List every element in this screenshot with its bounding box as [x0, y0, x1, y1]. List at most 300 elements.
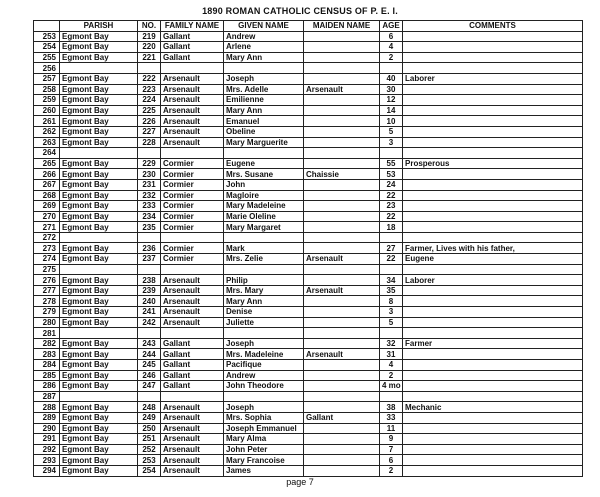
- census-table: [33, 20, 583, 477]
- table-row: [34, 190, 583, 201]
- cell-no: 250: [138, 423, 161, 434]
- table-row: [34, 402, 583, 413]
- table-row: [34, 412, 583, 423]
- cell-parish: Egmont Bay: [60, 338, 138, 349]
- cell-row-number: 292: [34, 444, 60, 455]
- table-row: [34, 296, 583, 307]
- cell-row-number: 274: [34, 254, 60, 265]
- cell-age: [380, 264, 403, 275]
- cell-row-number: 272: [34, 232, 60, 243]
- cell-family-name: Arsenault: [161, 73, 224, 84]
- cell-given-name: John Peter: [224, 444, 304, 455]
- cell-maiden-name: [304, 328, 380, 339]
- cell-row-number: 288: [34, 402, 60, 413]
- cell-family-name: Arsenault: [161, 434, 224, 445]
- table-row: [34, 126, 583, 137]
- cell-comments: [403, 84, 583, 95]
- cell-row-number: 290: [34, 423, 60, 434]
- table-row: [34, 307, 583, 318]
- header-no: NO.: [138, 21, 161, 32]
- cell-no: 220: [138, 42, 161, 53]
- table-row: [34, 148, 583, 159]
- cell-no: [138, 391, 161, 402]
- cell-comments: [403, 465, 583, 476]
- cell-parish: Egmont Bay: [60, 95, 138, 106]
- cell-row-number: 258: [34, 84, 60, 95]
- cell-maiden-name: [304, 95, 380, 106]
- cell-given-name: Denise: [224, 307, 304, 318]
- cell-no: 238: [138, 275, 161, 286]
- cell-row-number: 265: [34, 158, 60, 169]
- cell-age: [380, 391, 403, 402]
- cell-parish: Egmont Bay: [60, 105, 138, 116]
- cell-no: 239: [138, 285, 161, 296]
- cell-maiden-name: [304, 190, 380, 201]
- cell-row-number: 289: [34, 412, 60, 423]
- cell-age: 6: [380, 31, 403, 42]
- cell-comments: [403, 370, 583, 381]
- cell-maiden-name: [304, 31, 380, 42]
- cell-comments: [403, 42, 583, 53]
- cell-maiden-name: [304, 307, 380, 318]
- cell-given-name: Mary Alma: [224, 434, 304, 445]
- cell-comments: [403, 381, 583, 392]
- cell-comments: Laborer: [403, 275, 583, 286]
- cell-given-name: Mark: [224, 243, 304, 254]
- cell-age: 9: [380, 434, 403, 445]
- cell-maiden-name: [304, 296, 380, 307]
- cell-no: 224: [138, 95, 161, 106]
- cell-age: 14: [380, 105, 403, 116]
- cell-row-number: 275: [34, 264, 60, 275]
- cell-row-number: 264: [34, 148, 60, 159]
- cell-maiden-name: [304, 360, 380, 371]
- header-maiden-name: MAIDEN NAME: [304, 21, 380, 32]
- cell-parish: [60, 391, 138, 402]
- table-row: [34, 179, 583, 190]
- table-row: [34, 465, 583, 476]
- cell-no: 219: [138, 31, 161, 42]
- cell-comments: [403, 455, 583, 466]
- cell-maiden-name: [304, 126, 380, 137]
- cell-age: 40: [380, 73, 403, 84]
- cell-comments: [403, 95, 583, 106]
- cell-family-name: Arsenault: [161, 412, 224, 423]
- cell-family-name: Cormier: [161, 243, 224, 254]
- table-row: [34, 264, 583, 275]
- cell-parish: Egmont Bay: [60, 275, 138, 286]
- cell-comments: [403, 52, 583, 63]
- cell-given-name: Eugene: [224, 158, 304, 169]
- cell-age: 8: [380, 296, 403, 307]
- cell-maiden-name: [304, 370, 380, 381]
- cell-parish: Egmont Bay: [60, 444, 138, 455]
- cell-family-name: Cormier: [161, 190, 224, 201]
- cell-maiden-name: [304, 381, 380, 392]
- cell-age: 2: [380, 465, 403, 476]
- cell-age: 3: [380, 307, 403, 318]
- cell-family-name: Gallant: [161, 338, 224, 349]
- cell-maiden-name: [304, 455, 380, 466]
- header-family-name: FAMILY NAME: [161, 21, 224, 32]
- cell-parish: Egmont Bay: [60, 222, 138, 233]
- header-row: [34, 21, 583, 32]
- cell-parish: Egmont Bay: [60, 434, 138, 445]
- cell-comments: [403, 349, 583, 360]
- cell-parish: Egmont Bay: [60, 158, 138, 169]
- table-row: [34, 285, 583, 296]
- cell-comments: Farmer: [403, 338, 583, 349]
- cell-family-name: Gallant: [161, 31, 224, 42]
- cell-maiden-name: [304, 444, 380, 455]
- table-row: [34, 317, 583, 328]
- cell-row-number: 259: [34, 95, 60, 106]
- cell-maiden-name: [304, 243, 380, 254]
- cell-maiden-name: [304, 264, 380, 275]
- cell-no: 248: [138, 402, 161, 413]
- cell-age: 10: [380, 116, 403, 127]
- table-row: [34, 338, 583, 349]
- cell-row-number: 256: [34, 63, 60, 74]
- table-row: [34, 423, 583, 434]
- cell-given-name: Mrs. Madeleine: [224, 349, 304, 360]
- cell-parish: [60, 232, 138, 243]
- cell-comments: [403, 423, 583, 434]
- table-row: [34, 42, 583, 53]
- cell-no: 230: [138, 169, 161, 180]
- table-row: [34, 370, 583, 381]
- cell-family-name: Arsenault: [161, 105, 224, 116]
- cell-age: 11: [380, 423, 403, 434]
- cell-maiden-name: Chaissie: [304, 169, 380, 180]
- cell-maiden-name: [304, 63, 380, 74]
- cell-parish: Egmont Bay: [60, 84, 138, 95]
- cell-given-name: Joseph Emmanuel: [224, 423, 304, 434]
- cell-parish: Egmont Bay: [60, 307, 138, 318]
- cell-age: 22: [380, 211, 403, 222]
- cell-comments: [403, 434, 583, 445]
- cell-comments: [403, 285, 583, 296]
- cell-no: 223: [138, 84, 161, 95]
- cell-given-name: Mrs. Zelie: [224, 254, 304, 265]
- table-row: [34, 455, 583, 466]
- cell-comments: [403, 222, 583, 233]
- cell-family-name: Cormier: [161, 211, 224, 222]
- cell-parish: Egmont Bay: [60, 412, 138, 423]
- cell-no: 247: [138, 381, 161, 392]
- cell-given-name: Mrs. Sophia: [224, 412, 304, 423]
- cell-no: 252: [138, 444, 161, 455]
- cell-row-number: 294: [34, 465, 60, 476]
- table-row: [34, 158, 583, 169]
- cell-family-name: Cormier: [161, 201, 224, 212]
- table-row: [34, 105, 583, 116]
- cell-row-number: 255: [34, 52, 60, 63]
- cell-given-name: [224, 63, 304, 74]
- cell-age: 27: [380, 243, 403, 254]
- cell-maiden-name: Arsenault: [304, 285, 380, 296]
- cell-given-name: Joseph: [224, 402, 304, 413]
- cell-row-number: 260: [34, 105, 60, 116]
- cell-age: 2: [380, 370, 403, 381]
- table-row: [34, 52, 583, 63]
- cell-no: 242: [138, 317, 161, 328]
- cell-family-name: Arsenault: [161, 275, 224, 286]
- cell-age: 32: [380, 338, 403, 349]
- page-footer: page 7: [286, 477, 314, 487]
- table-row: [34, 84, 583, 95]
- cell-row-number: 278: [34, 296, 60, 307]
- cell-age: 30: [380, 84, 403, 95]
- cell-given-name: Andrew: [224, 31, 304, 42]
- cell-row-number: 267: [34, 179, 60, 190]
- cell-age: 4 mo: [380, 381, 403, 392]
- cell-age: 55: [380, 158, 403, 169]
- cell-row-number: 285: [34, 370, 60, 381]
- cell-given-name: Andrew: [224, 370, 304, 381]
- cell-given-name: Mrs. Mary: [224, 285, 304, 296]
- cell-comments: [403, 360, 583, 371]
- cell-comments: [403, 391, 583, 402]
- cell-comments: [403, 264, 583, 275]
- cell-parish: Egmont Bay: [60, 465, 138, 476]
- table-row: [34, 211, 583, 222]
- cell-age: [380, 232, 403, 243]
- cell-no: 233: [138, 201, 161, 212]
- cell-age: 7: [380, 444, 403, 455]
- cell-parish: Egmont Bay: [60, 31, 138, 42]
- cell-row-number: 270: [34, 211, 60, 222]
- cell-age: 3: [380, 137, 403, 148]
- cell-family-name: [161, 328, 224, 339]
- cell-row-number: 286: [34, 381, 60, 392]
- cell-given-name: [224, 264, 304, 275]
- cell-comments: [403, 190, 583, 201]
- cell-family-name: Arsenault: [161, 444, 224, 455]
- cell-parish: Egmont Bay: [60, 317, 138, 328]
- cell-maiden-name: [304, 158, 380, 169]
- cell-given-name: [224, 328, 304, 339]
- cell-maiden-name: [304, 73, 380, 84]
- cell-age: 23: [380, 201, 403, 212]
- cell-maiden-name: [304, 465, 380, 476]
- cell-given-name: Magloire: [224, 190, 304, 201]
- cell-no: 229: [138, 158, 161, 169]
- cell-age: 4: [380, 360, 403, 371]
- cell-no: [138, 232, 161, 243]
- cell-maiden-name: Gallant: [304, 412, 380, 423]
- cell-no: 246: [138, 370, 161, 381]
- table-row: [34, 232, 583, 243]
- cell-parish: Egmont Bay: [60, 42, 138, 53]
- cell-no: 243: [138, 338, 161, 349]
- cell-parish: Egmont Bay: [60, 169, 138, 180]
- cell-parish: [60, 264, 138, 275]
- cell-no: 221: [138, 52, 161, 63]
- cell-parish: Egmont Bay: [60, 243, 138, 254]
- table-row: [34, 73, 583, 84]
- cell-family-name: Arsenault: [161, 455, 224, 466]
- cell-no: [138, 264, 161, 275]
- cell-maiden-name: [304, 402, 380, 413]
- cell-no: 244: [138, 349, 161, 360]
- cell-age: 5: [380, 126, 403, 137]
- cell-no: 226: [138, 116, 161, 127]
- cell-family-name: Arsenault: [161, 126, 224, 137]
- cell-row-number: 268: [34, 190, 60, 201]
- table-row: [34, 275, 583, 286]
- table-row: [34, 381, 583, 392]
- cell-given-name: Mary Ann: [224, 296, 304, 307]
- census-body: [34, 31, 583, 476]
- cell-comments: [403, 179, 583, 190]
- header-row-number: [34, 21, 60, 32]
- cell-no: 225: [138, 105, 161, 116]
- table-row: [34, 434, 583, 445]
- cell-row-number: 276: [34, 275, 60, 286]
- cell-maiden-name: [304, 317, 380, 328]
- cell-age: 53: [380, 169, 403, 180]
- table-row: [34, 116, 583, 127]
- cell-no: 235: [138, 222, 161, 233]
- cell-row-number: 254: [34, 42, 60, 53]
- cell-row-number: 269: [34, 201, 60, 212]
- cell-maiden-name: [304, 232, 380, 243]
- cell-no: 254: [138, 465, 161, 476]
- cell-no: [138, 328, 161, 339]
- cell-family-name: Gallant: [161, 360, 224, 371]
- cell-age: 35: [380, 285, 403, 296]
- cell-row-number: 279: [34, 307, 60, 318]
- cell-no: 253: [138, 455, 161, 466]
- cell-no: 251: [138, 434, 161, 445]
- cell-maiden-name: [304, 423, 380, 434]
- cell-family-name: Cormier: [161, 254, 224, 265]
- cell-maiden-name: [304, 211, 380, 222]
- cell-parish: Egmont Bay: [60, 285, 138, 296]
- cell-family-name: Arsenault: [161, 84, 224, 95]
- cell-parish: Egmont Bay: [60, 126, 138, 137]
- cell-comments: Farmer, Lives with his father,: [403, 243, 583, 254]
- header-parish: PARISH: [60, 21, 138, 32]
- cell-family-name: Arsenault: [161, 465, 224, 476]
- cell-given-name: Joseph: [224, 338, 304, 349]
- cell-family-name: Arsenault: [161, 95, 224, 106]
- cell-parish: Egmont Bay: [60, 254, 138, 265]
- cell-maiden-name: [304, 391, 380, 402]
- cell-comments: [403, 412, 583, 423]
- cell-comments: Prosperous: [403, 158, 583, 169]
- cell-comments: [403, 148, 583, 159]
- cell-comments: [403, 296, 583, 307]
- cell-maiden-name: Arsenault: [304, 254, 380, 265]
- table-row: [34, 328, 583, 339]
- cell-parish: [60, 63, 138, 74]
- cell-family-name: Arsenault: [161, 402, 224, 413]
- table-row: [34, 222, 583, 233]
- cell-row-number: 283: [34, 349, 60, 360]
- cell-family-name: Gallant: [161, 349, 224, 360]
- cell-parish: [60, 328, 138, 339]
- cell-age: 4: [380, 42, 403, 53]
- cell-given-name: [224, 391, 304, 402]
- cell-comments: [403, 317, 583, 328]
- cell-age: 34: [380, 275, 403, 286]
- cell-parish: Egmont Bay: [60, 423, 138, 434]
- cell-row-number: 271: [34, 222, 60, 233]
- cell-row-number: 261: [34, 116, 60, 127]
- cell-given-name: [224, 232, 304, 243]
- cell-given-name: Emanuel: [224, 116, 304, 127]
- cell-no: 236: [138, 243, 161, 254]
- header-age: AGE: [380, 21, 403, 32]
- cell-comments: [403, 105, 583, 116]
- cell-no: 234: [138, 211, 161, 222]
- table-row: [34, 360, 583, 371]
- cell-age: 31: [380, 349, 403, 360]
- cell-maiden-name: [304, 179, 380, 190]
- cell-maiden-name: Arsenault: [304, 84, 380, 95]
- cell-no: 232: [138, 190, 161, 201]
- cell-family-name: [161, 63, 224, 74]
- cell-parish: Egmont Bay: [60, 179, 138, 190]
- cell-age: 33: [380, 412, 403, 423]
- cell-given-name: Mary Marguerite: [224, 137, 304, 148]
- cell-parish: Egmont Bay: [60, 52, 138, 63]
- cell-parish: Egmont Bay: [60, 201, 138, 212]
- cell-given-name: Mary Margaret: [224, 222, 304, 233]
- cell-given-name: Pacifique: [224, 360, 304, 371]
- cell-given-name: Mrs. Susane: [224, 169, 304, 180]
- cell-given-name: Mary Madeleine: [224, 201, 304, 212]
- cell-maiden-name: [304, 222, 380, 233]
- cell-given-name: John: [224, 179, 304, 190]
- cell-family-name: Cormier: [161, 179, 224, 190]
- cell-row-number: 273: [34, 243, 60, 254]
- header-comments: COMMENTS: [403, 21, 583, 32]
- cell-row-number: 277: [34, 285, 60, 296]
- cell-row-number: 266: [34, 169, 60, 180]
- cell-family-name: Arsenault: [161, 285, 224, 296]
- cell-row-number: 291: [34, 434, 60, 445]
- cell-maiden-name: [304, 338, 380, 349]
- cell-no: 240: [138, 296, 161, 307]
- cell-parish: Egmont Bay: [60, 137, 138, 148]
- cell-age: 12: [380, 95, 403, 106]
- cell-comments: [403, 31, 583, 42]
- cell-age: 22: [380, 254, 403, 265]
- table-row: [34, 169, 583, 180]
- cell-parish: Egmont Bay: [60, 349, 138, 360]
- cell-maiden-name: Arsenault: [304, 349, 380, 360]
- cell-family-name: [161, 232, 224, 243]
- cell-maiden-name: [304, 434, 380, 445]
- table-row: [34, 243, 583, 254]
- cell-maiden-name: [304, 42, 380, 53]
- cell-family-name: [161, 264, 224, 275]
- cell-comments: [403, 63, 583, 74]
- cell-family-name: Cormier: [161, 158, 224, 169]
- cell-maiden-name: [304, 116, 380, 127]
- cell-comments: [403, 328, 583, 339]
- cell-comments: [403, 201, 583, 212]
- table-row: [34, 254, 583, 265]
- cell-family-name: Arsenault: [161, 307, 224, 318]
- cell-age: 24: [380, 179, 403, 190]
- table-row: [34, 349, 583, 360]
- cell-age: 5: [380, 317, 403, 328]
- cell-parish: Egmont Bay: [60, 116, 138, 127]
